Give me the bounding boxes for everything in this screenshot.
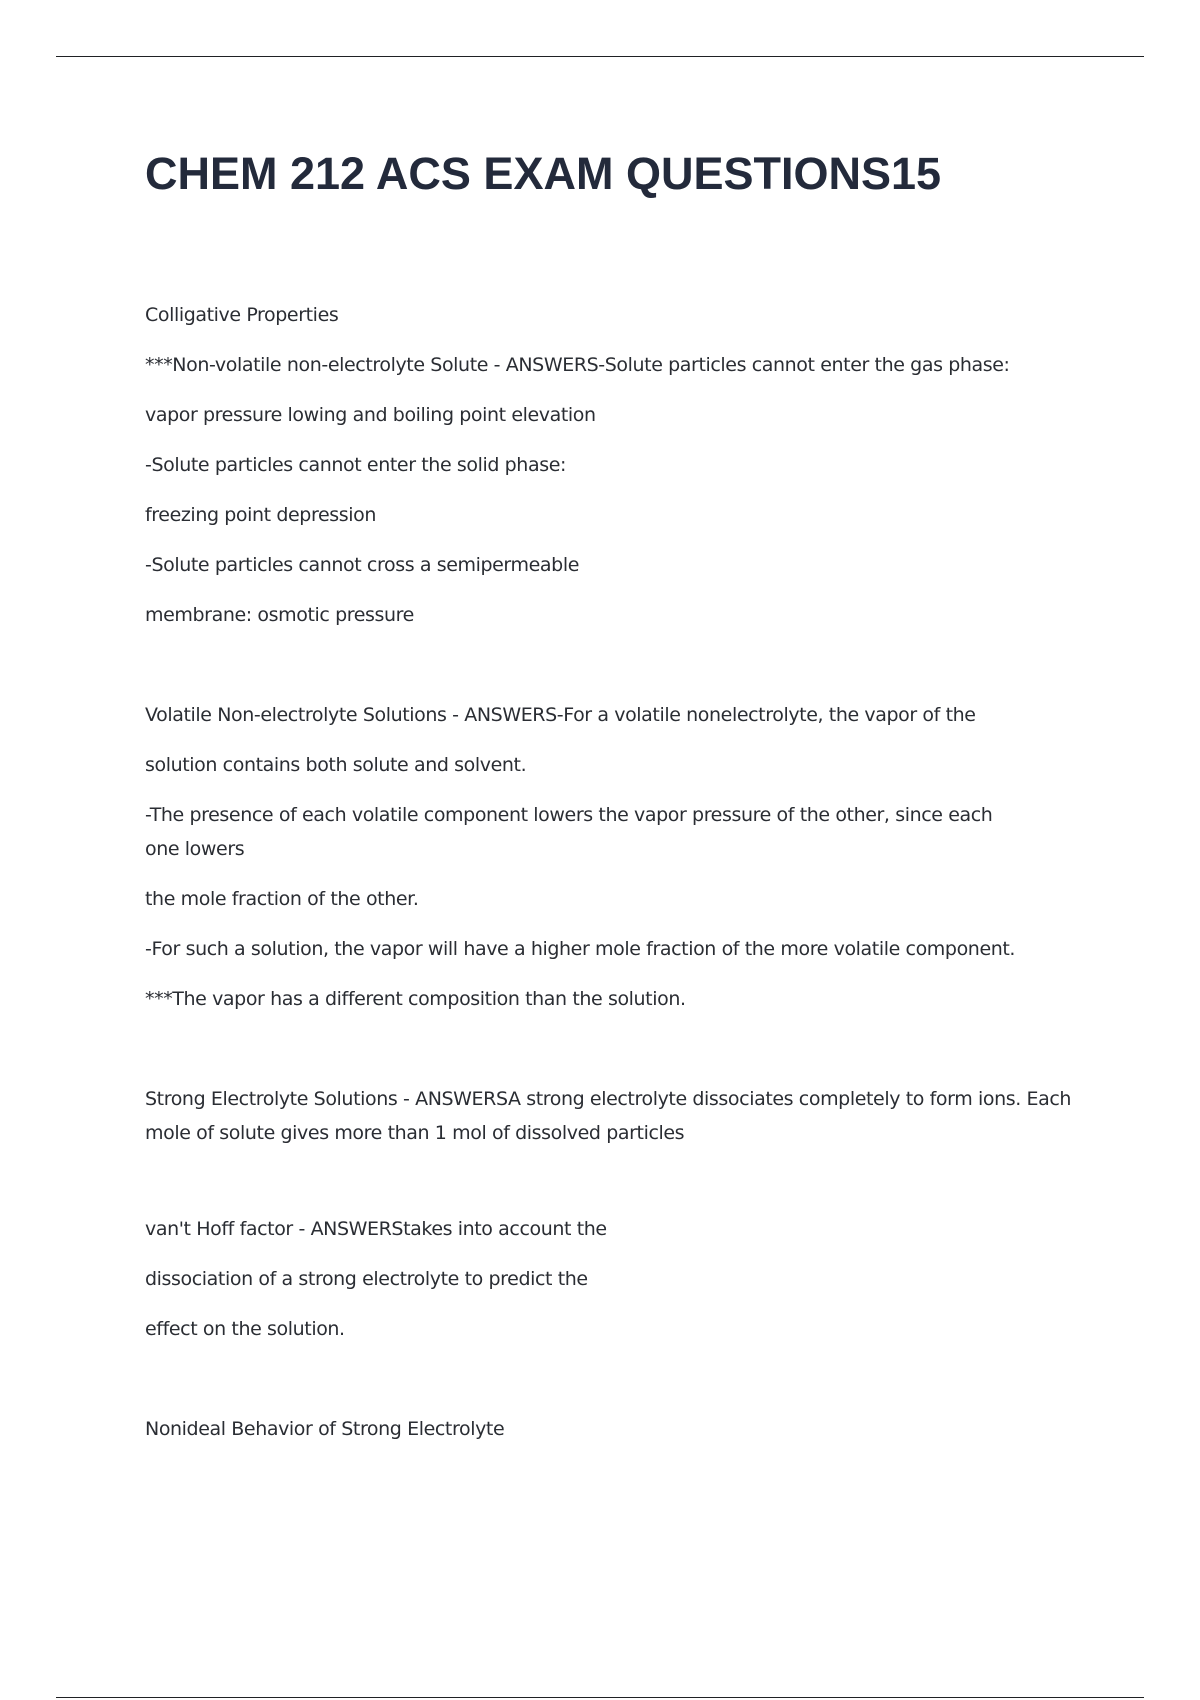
text-line: ***The vapor has a different composition than the solution. bbox=[145, 988, 686, 1010]
section-spacer bbox=[145, 648, 1085, 698]
text-line: membrane: osmotic pressure bbox=[145, 604, 414, 626]
section-colligative-properties bbox=[145, 298, 1085, 632]
text-line: effect on the solution. bbox=[145, 1318, 345, 1340]
section-nonideal-behavior bbox=[145, 1412, 1085, 1446]
section-spacer bbox=[145, 1032, 1085, 1082]
section-heading: Colligative Properties bbox=[145, 304, 339, 326]
text-line: -Solute particles cannot enter the solid phase: bbox=[145, 454, 566, 476]
text-line: dissociation of a strong electrolyte to predict the bbox=[145, 1268, 588, 1290]
text-line: solution contains both solute and solvent. bbox=[145, 754, 527, 776]
text-line: van't Hoff factor - ANSWERStakes into account the bbox=[145, 1218, 607, 1240]
top-rule bbox=[56, 56, 1144, 57]
section-heading: Nonideal Behavior of Strong Electrolyte bbox=[145, 1418, 505, 1440]
text-line: vapor pressure lowing and boiling point elevation bbox=[145, 404, 596, 426]
text-line: -Solute particles cannot cross a semipermeable bbox=[145, 554, 579, 576]
section-spacer bbox=[145, 1166, 1085, 1212]
text-line: Volatile Non-electrolyte Solutions - ANSWERS-For a volatile nonelectrolyte, the vapor of the bbox=[145, 704, 976, 726]
text-line: the mole fraction of the other. bbox=[145, 888, 419, 910]
section-spacer bbox=[145, 1362, 1085, 1412]
text-line: freezing point depression bbox=[145, 504, 376, 526]
text-line: -For such a solution, the vapor will have a higher mole fraction of the more volatile component. bbox=[145, 938, 1016, 960]
text-line: -The presence of each volatile component lowers the vapor pressure of the other, since each one lowers bbox=[145, 804, 993, 860]
text-line: Strong Electrolyte Solutions - ANSWERSA strong electrolyte dissociates completely to form ions. Each mole of solute gives more than 1 mol of dissolved particles bbox=[145, 1088, 1072, 1144]
section-strong-electrolyte bbox=[145, 1082, 1085, 1150]
section-volatile-solutions bbox=[145, 698, 1085, 1016]
section-vant-hoff-factor bbox=[145, 1212, 1085, 1346]
text-line: ***Non-volatile non-electrolyte Solute - ANSWERS-Solute particles cannot enter the gas phase: bbox=[145, 354, 1010, 376]
document-body bbox=[145, 298, 1085, 1462]
bottom-rule bbox=[56, 1697, 1144, 1698]
page-title: CHEM 212 ACS EXAM QUESTIONS15 bbox=[145, 148, 942, 199]
